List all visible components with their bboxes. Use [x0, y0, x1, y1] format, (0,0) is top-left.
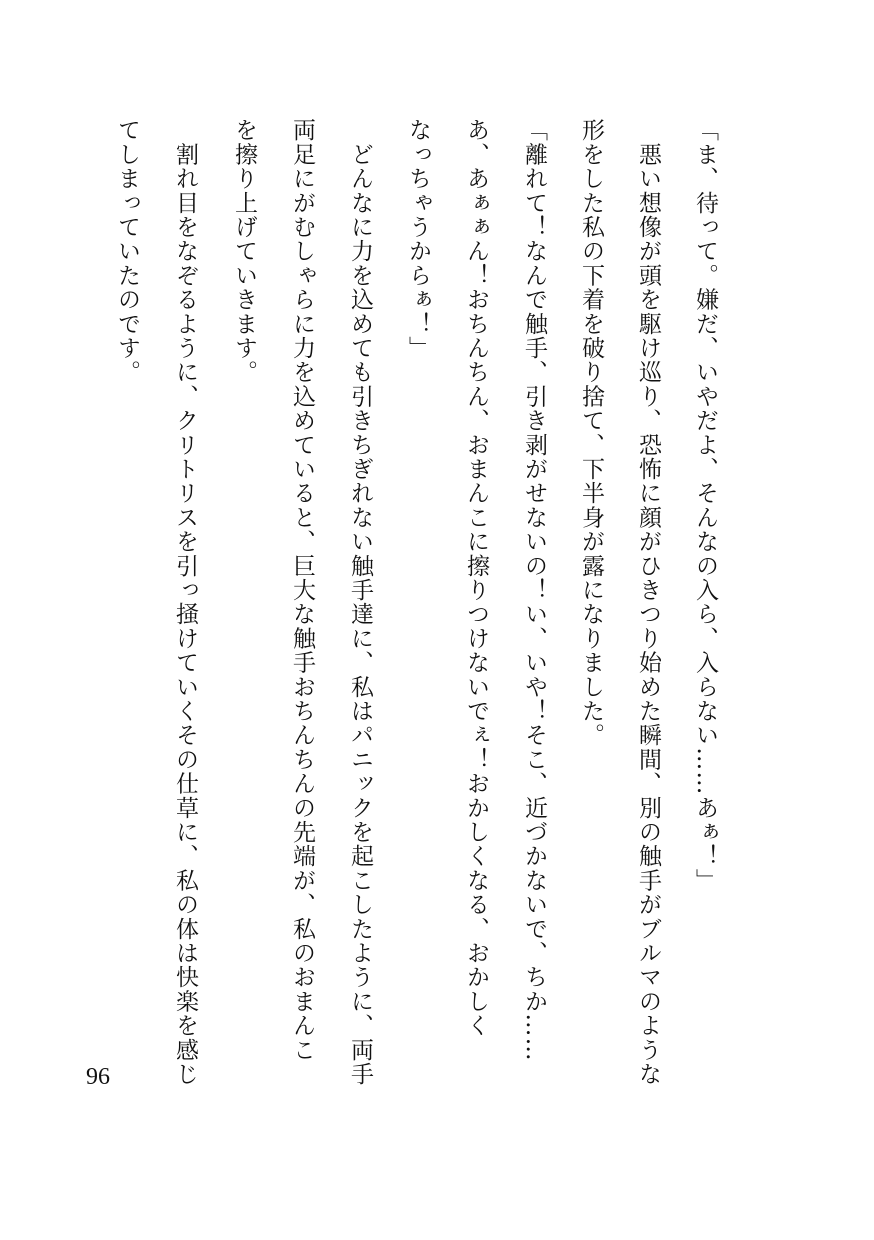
text-line: なっちゃうからぁ！」	[405, 118, 431, 360]
text-line: あ、あぁぁん！おちんちん、おまんこに擦りつけないでぇ！おかしくなる、おかしく	[463, 118, 489, 1038]
text-line: を擦り上げていきます。	[231, 118, 257, 385]
text-line: 両足にがむしゃらに力を込めていると、巨大な触手おちんちんの先端が、私のおまんこ	[289, 118, 315, 1062]
text-line: 「離れて！なんで触手、引き剥がせないの！い、いや！そこ、近づかないで、ちか……	[521, 118, 547, 1062]
text-line: 形をした私の下着を破り捨て、下半身が露になりました。	[578, 118, 604, 748]
text-line: 悪い想像が頭を駆け巡り、恐怖に顔がひきつり始めた瞬間、別の触手がブルマのような	[635, 118, 661, 1086]
text-line: 「ま、待って。嫌だ、いやだよ、そんなの入ら、入らない……あぁ！」	[692, 118, 718, 893]
page-number: 96	[86, 1064, 110, 1090]
text-line: 割れ目をなぞるように、クリトリスを引っ掻けていくその仕草に、私の体は快楽を感じ	[172, 118, 198, 1087]
text-line: どんなに力を込めても引きちぎれない触手達に、私はパニックを起こしたように、両手	[347, 118, 373, 1086]
text-line: てしまっていたのです。	[114, 118, 140, 385]
